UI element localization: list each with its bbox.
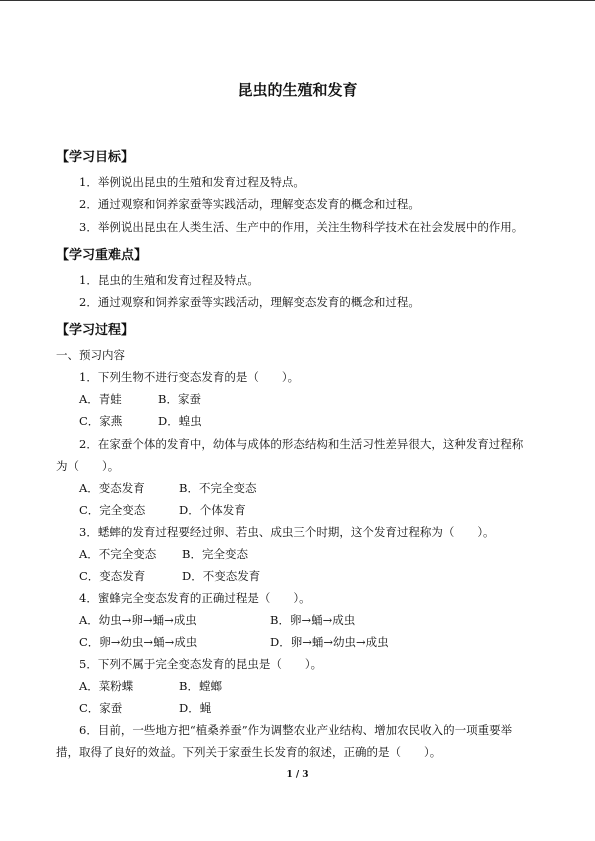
- goal-item: 2．通过观察和饲养家蚕等实践活动，理解变态发育的概念和过程。: [79, 197, 420, 211]
- goal-item: 3．举例说出昆虫在人类生活、生产中的作用，关注生物科学技术在社会发展中的作用。: [79, 220, 524, 234]
- section-heading-key-points: 【学习重难点】: [56, 248, 148, 263]
- option-b: B．不完全变态: [179, 481, 257, 495]
- option-a: A．青蛙: [79, 392, 122, 406]
- option-c: C．家燕: [79, 414, 123, 428]
- question-stem: 3．蟋蟀的发育过程要经过卵、若虫、成虫三个时期，这个发育过程称为（ ）。: [79, 525, 495, 539]
- option-c: C．完全变态: [79, 503, 146, 517]
- question-stem: 4．蜜蜂完全变态发育的正确过程是（ ）。: [79, 591, 311, 605]
- option-d: D．蝇: [179, 701, 212, 715]
- option-d: D．卵→蛹→幼虫→成虫: [270, 635, 389, 649]
- question-stem: 1．下列生物不进行变态发育的是（ ）。: [79, 370, 300, 384]
- option-a: A．不完全变态: [79, 547, 157, 561]
- option-a: A．幼虫→卵→蛹→成虫: [79, 613, 197, 627]
- option-a: A．菜粉蝶: [79, 679, 134, 693]
- option-d: D．蝗虫: [158, 414, 202, 428]
- option-d: D．个体发育: [179, 503, 246, 517]
- option-c: C．卵→幼虫→蛹→成虫: [79, 635, 198, 649]
- option-b: B．卵→蛹→成虫: [270, 613, 356, 627]
- option-b: B．螳螂: [179, 679, 222, 693]
- subsection-heading: 一、预习内容: [56, 348, 125, 362]
- page-number: 1 / 3: [286, 770, 309, 780]
- question-stem: 5．下列不属于完全变态发育的昆虫是（ ）。: [79, 657, 323, 671]
- section-heading-process: 【学习过程】: [56, 323, 135, 338]
- goal-item: 1．举例说出昆虫的生殖和发育过程及特点。: [79, 175, 305, 189]
- option-c: C．变态发育: [79, 569, 146, 583]
- option-b: B．家蚕: [158, 392, 201, 406]
- option-d: D．不变态发育: [182, 569, 261, 583]
- question-stem: 2．在家蚕个体的发育中，幼体与成体的形态结构和生活习性差异很大，这种发育过程称: [79, 437, 524, 451]
- option-c: C．家蚕: [79, 701, 123, 715]
- question-stem-continued: 为（ ）。: [56, 459, 120, 473]
- question-stem-continued: 措，取得了良好的效益。下列关于家蚕生长发育的叙述，正确的是（ ）。: [56, 745, 442, 759]
- option-a: A．变态发育: [79, 481, 145, 495]
- top-rule: [0, 0, 595, 1]
- key-point-item: 1．昆虫的生殖和发育过程及特点。: [79, 273, 259, 287]
- key-point-item: 2．通过观察和饲养家蚕等实践活动，理解变态发育的概念和过程。: [79, 295, 420, 309]
- page-title: 昆虫的生殖和发育: [237, 81, 358, 99]
- option-b: B．完全变态: [182, 547, 248, 561]
- section-heading-goals: 【学习目标】: [56, 150, 135, 165]
- question-stem: 6．目前，一些地方把“植桑养蚕”作为调整农业产业结构、增加农民收入的一项重要举: [79, 723, 513, 737]
